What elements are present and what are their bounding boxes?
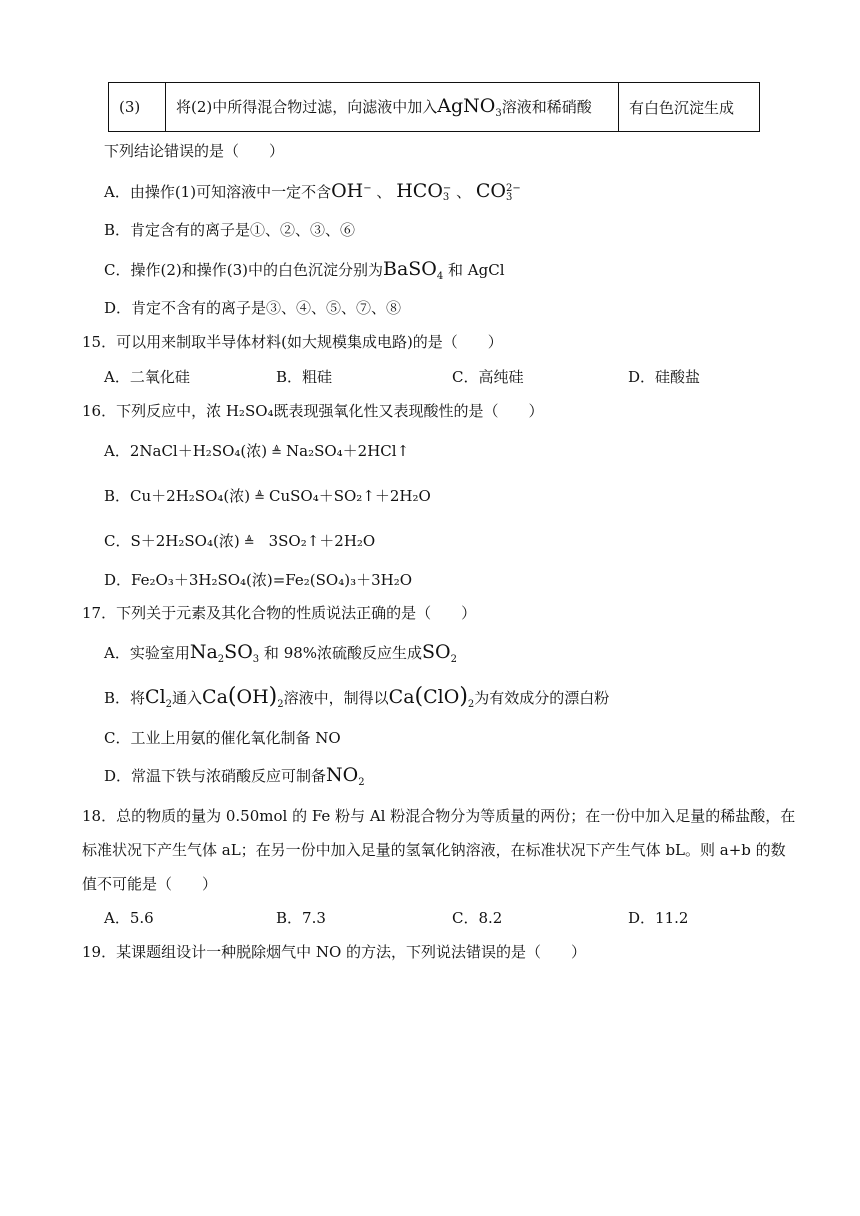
heat-symbol: ≜ xyxy=(243,535,255,550)
q14-option-a: A．由操作(1)可知溶液中一定不含OH− 、 HCO− 3 、 CO2− 3 xyxy=(104,180,521,203)
q16-option-b: B．Cu＋2H₂SO₄(浓) ≜ CuSO₄＋SO₂↑＋2H₂O xyxy=(104,487,431,505)
q14-option-d: D．肯定不含有的离子是③、④、⑤、⑦、⑧ xyxy=(104,299,402,317)
chem-agno3: AgNO$_3$ xyxy=(437,95,502,119)
q17-option-d: D．常温下铁与浓硝酸反应可制备$NO_2$ xyxy=(104,764,365,788)
table-cell-operation: 将(2)中所得混合物过滤，向滤液中加入AgNO$_3$溶液和稀硝酸 xyxy=(166,83,619,132)
q15-option-c: C．高纯硅 xyxy=(452,368,524,386)
table-cell-num: (3) xyxy=(109,83,166,132)
q16-option-a: A．2NaCl＋H₂SO₄(浓) ≜ Na₂SO₄＋2HCl↑ xyxy=(104,442,410,460)
q18-option-d: D．11.2 xyxy=(628,909,689,927)
q19-stem: 19．某课题组设计一种脱除烟气中 NO 的方法，下列说法错误的是（ ） xyxy=(82,943,587,961)
q15-stem: 15．可以用来制取半导体材料(如大规模集成电路)的是（ ） xyxy=(82,333,503,351)
q18-line3: 值不可能是（ ） xyxy=(82,875,218,893)
q17-stem: 17．下列关于元素及其化合物的性质说法正确的是（ ） xyxy=(82,604,477,622)
q18-line1: 18．总的物质的量为 0.50mol 的 Fe 粉与 Al 粉混合物分为等质量的两份；在一份中加入足量的稀盐酸，在 xyxy=(82,807,796,825)
q17-option-b: B．将$Cl_2$通入$Ca(OH)_2$溶液中，制得以$Ca(ClO)_2$为有效成分的漂白粉 xyxy=(104,684,610,710)
q16-stem: 16．下列反应中，浓 H₂SO₄既表现强氧化性又表现酸性的是（ ） xyxy=(82,402,544,420)
q17-option-a: A．实验室用$Na_2SO_3$ 和 98%浓硫酸反应生成$SO_2$ xyxy=(104,641,457,665)
q18-line2: 标准状况下产生气体 aL；在另一份中加入足量的氢氧化钠溶液，在标准状况下产生气体 bL。则 a+b 的数 xyxy=(82,841,786,859)
q18-option-b: B．7.3 xyxy=(276,909,326,927)
q14-stem: 下列结论错误的是（ ） xyxy=(104,142,285,160)
table-cell-result: 有白色沉淀生成 xyxy=(619,83,760,132)
q16-option-c: C．S＋2H₂SO₄(浓) ≜ 3SO₂↑＋2H₂O xyxy=(104,532,376,550)
q18-option-c: C．8.2 xyxy=(452,909,503,927)
experiment-table xyxy=(108,82,760,132)
table-row xyxy=(109,83,760,132)
q14-option-b: B．肯定含有的离子是①、②、③、⑥ xyxy=(104,221,356,239)
heat-symbol: ≜ xyxy=(254,490,265,505)
q17-option-c: C．工业上用氨的催化氧化制备 NO xyxy=(104,729,341,747)
q15-option-d: D．硅酸盐 xyxy=(628,368,701,386)
q15-option-a: A．二氧化硅 xyxy=(104,368,190,386)
q18-option-a: A．5.6 xyxy=(104,909,154,927)
q15-option-b: B．粗硅 xyxy=(276,368,333,386)
q14-option-c: C．操作(2)和操作(3)中的白色沉淀分别为BaSO$_4$ 和 AgCl xyxy=(104,258,505,282)
q16-option-d: D．Fe₂O₃＋3H₂SO₄(浓)=Fe₂(SO₄)₃＋3H₂O xyxy=(104,571,413,589)
heat-symbol: ≜ xyxy=(271,445,283,460)
